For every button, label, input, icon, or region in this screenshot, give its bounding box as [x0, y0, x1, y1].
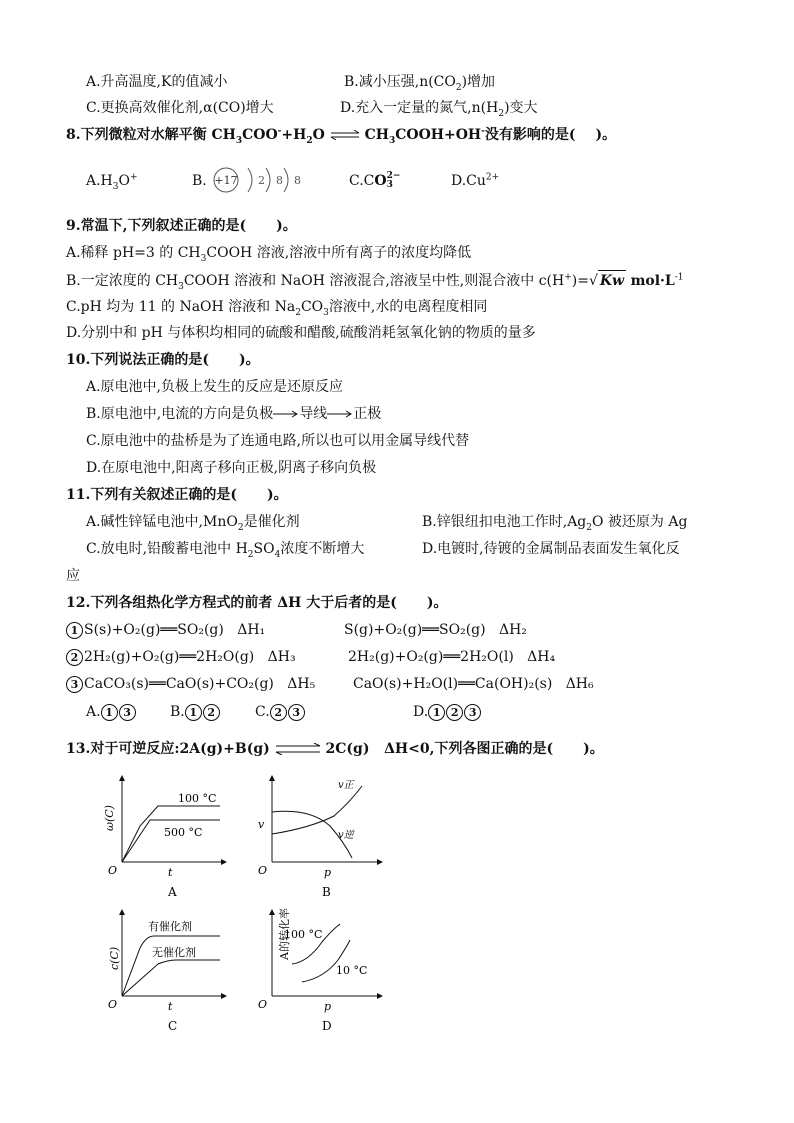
curve-label-2: v逆: [338, 830, 354, 841]
q7-option-a: A.升高温度,K的值减小: [86, 74, 228, 90]
x-axis-label: t: [168, 1000, 173, 1013]
q9-option-b: B.一定浓度的 $CH_3COOH$ 溶液和 NaOH 溶液混合,溶液呈中性,则混合液中 c(H+)=√ Kw $mol\cdot L^{-1}$: [66, 270, 684, 291]
origin-label: O: [108, 864, 118, 877]
arrow-right-icon: [273, 410, 299, 418]
q7-option-d: D.充入一定量的氮气$,n(H_2)$变大: [340, 100, 538, 119]
graph-caption: D: [322, 1019, 332, 1033]
q12-row-1-right: S(g)+O₂(g)══SO₂(g) ΔH₂: [344, 622, 527, 638]
q12-row-2: 2 2H₂(g)+O₂(g)══2H₂O(g) ΔH₃: [66, 647, 296, 667]
arrow-right-icon: [327, 410, 353, 418]
curve-label-1: v正: [338, 780, 354, 791]
x-axis-label: p: [324, 866, 332, 879]
q8-option-b-label: B.: [192, 173, 207, 189]
q13-stem: 13.对于可逆反应:2A(g)+B(g) 2C(g) ΔH<0,下列各图正确的是( )。: [66, 741, 604, 757]
q11-stem: 11.下列有关叙述正确的是( )。: [66, 487, 288, 503]
atom-structure-diagram: [208, 164, 308, 196]
y-axis-label: A的转化率: [278, 908, 291, 960]
graph-a: [96, 772, 236, 902]
graph-caption: A: [168, 885, 177, 899]
curve-label-1: 有催化剂: [148, 920, 192, 933]
q10-option-d: D.在原电池中,阳离子移向正极,阴离子移向负极: [86, 460, 377, 476]
curve-without-catalyst: [122, 960, 220, 996]
graph-caption: B: [322, 885, 331, 899]
curve-v-forward: [272, 786, 362, 834]
q11-option-b: B.锌银纽扣电池工作时$,Ag_2O$ 被还原为 Ag: [422, 514, 688, 533]
q8-stem: 8.下列微粒对水解平衡 $CH_3COO^-+H_2O$ $CH_3COOH+OH^-$没有影响的是( )。: [66, 126, 617, 146]
graph-c: [96, 906, 236, 1036]
q12-stem: 12.下列各组热化学方程式的前者 ΔH 大于后者的是( )。: [66, 595, 448, 611]
q9-option-c: C.pH 均为 11 的 NaOH 溶液和 $Na_2CO_3$溶液中,水的电离程度相同: [66, 299, 488, 318]
q12-option-c: C. 2 3: [255, 702, 306, 722]
q9-option-d: D.分别中和 pH 与体积均相同的硫酸和醋酸,硫酸消耗氢氧化钠的物质的量多: [66, 325, 536, 341]
q11-option-d-continued: 应: [66, 568, 80, 584]
q12-row-3: 3 CaCO₃(s)══CaO(s)+CO₂(g) ΔH₅: [66, 674, 315, 694]
q10-stem: 10.下列说法正确的是( )。: [66, 352, 260, 368]
q12-row-2-right: 2H₂(g)+O₂(g)══2H₂O(l) ΔH₄: [348, 649, 556, 665]
q8-option-d: $D.Cu^{2+}$: [451, 172, 500, 189]
q10-option-a: A.原电池中,负极上发生的反应是还原反应: [86, 379, 344, 395]
q12-row-3-right: CaO(s)+H₂O(l)══Ca(OH)₂(s) ΔH₆: [353, 676, 594, 692]
curve-label-2: 500 °C: [164, 826, 203, 839]
atom-shell-2: 8: [276, 174, 283, 187]
curve-label-1: 100 °C: [178, 792, 217, 805]
q12-option-a: A. 1 3: [86, 702, 137, 722]
q8-option-c: C.CO 2− 3: [349, 171, 401, 190]
origin-label: O: [258, 864, 268, 877]
atom-shell-3: 8: [294, 174, 301, 187]
reversible-arrow-icon: [275, 743, 321, 755]
q9-stem: 9.常温下,下列叙述正确的是( )。: [66, 218, 297, 234]
x-axis-label: t: [168, 866, 173, 879]
graph-b: [250, 772, 390, 902]
q12-option-d: D. 1 2 3: [413, 702, 482, 722]
q10-option-c: C.原电池中的盐桥是为了连通电路,所以也可以用金属导线代替: [86, 433, 470, 449]
origin-label: O: [258, 998, 268, 1011]
curve-label-2: 10 °C: [336, 964, 368, 977]
y-axis-label: ω(C): [103, 805, 116, 831]
graph-caption: C: [168, 1019, 178, 1033]
q11-option-a: A.碱性锌锰电池中,MnO$_2$是催化剂: [86, 514, 300, 533]
graph-d: [250, 906, 390, 1036]
q8-option-a: $A.H_3O^+$: [86, 172, 138, 192]
q9-option-a: A.稀释 pH=3 的 $CH_3COOH$ 溶液,溶液中所有离子的浓度均降低: [66, 245, 472, 264]
q11-option-c: C.放电时,铅酸蓄电池中 $H_2SO_4$浓度不断增大: [86, 541, 365, 560]
q7-option-c: C.更换高效催化剂,α(CO)增大: [86, 100, 274, 116]
y-axis-label: c(C): [108, 946, 121, 970]
q11-option-d: D.电镀时,待镀的金属制品表面发生氧化反: [422, 541, 680, 557]
q12-row-1: 1 S(s)+O₂(g)══SO₂(g) ΔH₁: [66, 620, 265, 640]
reversible-arrow-icon: [330, 130, 360, 140]
origin-label: O: [108, 998, 118, 1011]
curve-label-1: 100 °C: [284, 928, 323, 941]
curve-with-catalyst: [122, 936, 220, 996]
atom-shell-1: 2: [258, 174, 265, 187]
q7-option-b: B.减小压强$,n(CO_2)$增加: [344, 74, 496, 93]
q10-option-b: B.原电池中,电流的方向是负极 导线 正极: [86, 406, 382, 422]
q12-option-b: B. 1 2: [170, 702, 221, 722]
atom-nucleus-label: +17: [214, 174, 238, 187]
x-axis-label: p: [324, 1000, 332, 1013]
y-axis-label: v: [258, 818, 265, 831]
curve-label-2: 无催化剂: [152, 946, 196, 959]
